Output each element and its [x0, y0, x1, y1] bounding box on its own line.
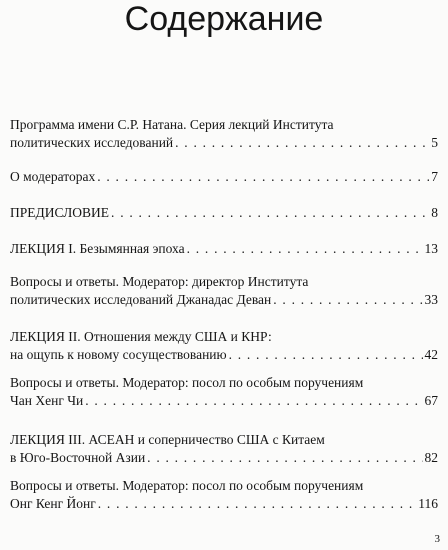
dot-leader — [98, 495, 416, 513]
toc-entry-moderators[interactable] — [10, 168, 438, 186]
dot-leader — [111, 204, 429, 222]
toc-entry-title: ПРЕДИСЛОВИЕ — [10, 205, 110, 220]
toc-entry-title-cont: Чан Хенг Чи — [10, 393, 84, 408]
dot-leader — [273, 291, 422, 309]
toc-entry-title: ЛЕКЦИЯ I. Безымянная эпоха — [10, 241, 185, 256]
toc-entry-preface[interactable] — [10, 204, 438, 222]
toc-entry-title: Вопросы и ответы. Модератор: посол по особым поручениям — [10, 375, 364, 390]
toc-entry-title: Вопросы и ответы. Модератор: директор Института — [10, 274, 309, 289]
toc-entry-qa-3[interactable] — [10, 477, 438, 513]
dot-leader — [187, 240, 423, 258]
toc-page-number: 7 — [431, 169, 438, 184]
toc-entry-title: ЛЕКЦИЯ II. Отношения между США и КНР: — [10, 329, 272, 344]
dot-leader — [85, 392, 422, 410]
toc-entry-lecture-3[interactable] — [10, 431, 438, 467]
toc-page-number: 13 — [424, 241, 438, 256]
toc-entry-nathan-program[interactable] — [10, 116, 438, 152]
toc-page-number: 67 — [424, 393, 438, 408]
toc-entry-title: Программа имени С.Р. Натана. Серия лекций Института — [10, 117, 334, 132]
page-title: Содержание — [124, 0, 324, 38]
dot-leader — [229, 346, 423, 364]
toc-page-number: 5 — [431, 135, 438, 150]
toc-entry-title-cont: на ощупь к новому сосуществованию — [10, 347, 227, 362]
toc-page-number: 82 — [424, 450, 438, 465]
dot-leader — [147, 449, 422, 467]
dot-leader — [175, 134, 429, 152]
toc-entry-title: О модераторах — [10, 169, 96, 184]
toc-entry-title-cont: в Юго-Восточной Азии — [10, 450, 146, 465]
page-number: 3 — [434, 533, 440, 545]
toc-page-number: 42 — [424, 347, 438, 362]
toc-entry-lecture-1[interactable] — [10, 240, 438, 258]
toc-page-number: 116 — [418, 496, 438, 511]
toc-entry-title-cont: политических исследований Джанадас Деван — [10, 292, 272, 307]
toc-entry-title-cont: политических исследований — [10, 135, 174, 150]
toc-entry-lecture-2[interactable] — [10, 328, 438, 364]
toc-entry-title: ЛЕКЦИЯ III. АСЕАН и соперничество США с Китаем — [10, 432, 325, 447]
toc-entry-qa-1[interactable] — [10, 273, 438, 309]
toc-entry-title: Вопросы и ответы. Модератор: посол по особым поручениям — [10, 478, 364, 493]
dot-leader — [97, 168, 429, 186]
toc-page-number: 8 — [431, 205, 438, 220]
toc-entry-title-cont: Онг Кенг Йонг — [10, 496, 96, 511]
toc-entry-qa-2[interactable] — [10, 374, 438, 410]
toc-page-number: 33 — [424, 292, 438, 307]
